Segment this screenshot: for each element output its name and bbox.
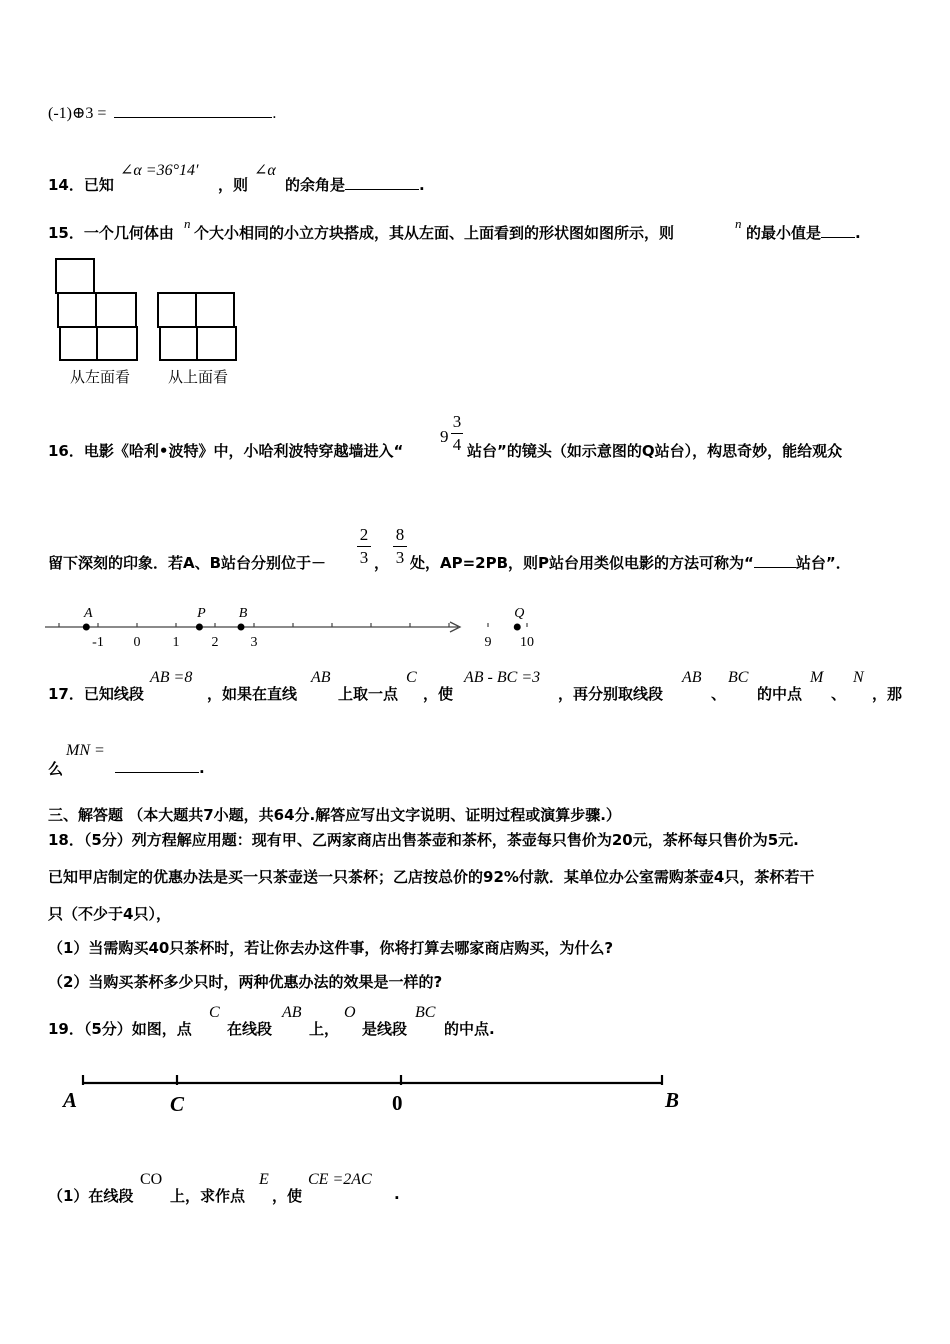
left-view-cell <box>60 327 97 360</box>
q14-angle: ∠α <box>254 162 276 179</box>
q13-line <box>48 103 276 123</box>
q16-f2-num: 8 <box>395 525 405 544</box>
number-line-tick-label: 2 <box>211 635 219 650</box>
q16-fraction-2 <box>393 525 407 568</box>
q19-text-4: 的中点. <box>444 1020 495 1038</box>
q17-text-8: ，那 <box>872 685 903 703</box>
number-line-point-a <box>83 624 90 631</box>
q16-f1-num: 2 <box>359 525 369 544</box>
segment-label-b: B <box>665 1088 680 1112</box>
top-view-cell <box>160 327 197 360</box>
q17-answer <box>115 758 205 777</box>
q15-tail <box>746 222 861 243</box>
q19-number: 19．（5分）如图，点 <box>48 1020 192 1038</box>
q13-expression: (-1)⊕3 = <box>48 105 107 122</box>
number-line-point-q <box>514 624 521 631</box>
q16-comma: ， <box>374 554 390 572</box>
q16-number-line <box>40 600 534 652</box>
q18-line1: 18．（5分）列方程解应用题：现有甲、乙两家商店出售茶壶和茶杯，茶壶每只售价为20元，茶杯每只售价为5元. <box>48 831 799 849</box>
number-line-tick-labels <box>92 635 534 650</box>
q18-sub2: （2）当购买茶杯多少只时，两种优惠办法的效果是一样的? <box>48 973 443 991</box>
q19-sub1-start: （1）在线段 <box>48 1187 134 1205</box>
q14-tail-text: 的余角是 <box>285 176 346 194</box>
q19-text-3: 是线段 <box>362 1020 408 1038</box>
q14-number: 14．已知 <box>48 176 114 194</box>
q17-text-5: 、 <box>711 685 727 703</box>
q16-fraction-1 <box>357 525 371 568</box>
q17-expr-bc: BC <box>728 669 749 686</box>
q14-angle-expression: ∠α =36°14′ <box>120 162 199 179</box>
q19-expr-ab: AB <box>282 1004 302 1021</box>
left-view-grid <box>56 259 137 360</box>
q17-text-1: ，如果在直线 <box>207 685 298 703</box>
q15-var-n: n <box>184 216 191 231</box>
q14-line <box>48 174 114 195</box>
top-view-grid <box>158 293 236 360</box>
q16-line2-tail: 站台”． <box>795 554 851 572</box>
q16-line1-start: 16．电影《哈利•波特》中，小哈利波特穿越墙进入“ <box>48 442 404 460</box>
q16-line1-end: 站台”的镜头（如示意图的Q站台），构思奇妙，能给观众 <box>467 442 843 460</box>
q13-answer-blank[interactable] <box>114 103 272 118</box>
q13-period: . <box>272 105 277 122</box>
fraction-bar <box>357 546 371 547</box>
q16-line2-end-text: 处，AP=2PB，则P站台用类似电影的方法可称为“ <box>410 554 754 572</box>
q19-sub1-expr-co: CO <box>140 1171 163 1188</box>
number-line-point-label-a: A <box>84 606 93 621</box>
left-view-cell <box>58 293 96 327</box>
top-view-cell <box>197 327 236 360</box>
q17-line2-start: 么 <box>48 760 64 778</box>
q15-top-view-label: 从上面看 <box>168 368 229 386</box>
fraction-bar <box>393 546 407 547</box>
q18-sub1: （1）当需购买40只茶杯时，若让你去办这件事，你将打算去哪家商店购买，为什么? <box>48 939 614 957</box>
q17-text-7: 、 <box>831 685 847 703</box>
q14-tail <box>285 174 425 195</box>
number-line-tick-label: 1 <box>172 635 180 650</box>
q17-answer-blank[interactable] <box>115 758 199 773</box>
q17-text-4: ，再分别取线段 <box>558 685 664 703</box>
number-line-point-label-p: P <box>197 606 206 621</box>
q16-f1-den: 3 <box>359 548 369 567</box>
q19-sub1-expr-e: E <box>259 1171 269 1188</box>
q19-sub1-end: . <box>394 1185 400 1203</box>
q16-mixed-fraction <box>451 412 463 455</box>
segment-label-c: C <box>170 1092 185 1116</box>
left-view-cell <box>96 293 136 327</box>
q17-expr-ab-bc: AB - BC =3 <box>464 669 541 686</box>
number-line-tick-label: 0 <box>133 635 141 650</box>
q16-line2-end <box>410 552 851 573</box>
q15-period: . <box>855 224 861 242</box>
segment-label-o: 0 <box>392 1091 403 1115</box>
number-line-point-label-q: Q <box>514 606 525 621</box>
number-line-tick-label: -1 <box>92 635 104 650</box>
q17-expr-n: N <box>853 669 864 686</box>
number-line-tick-label: 3 <box>250 635 258 650</box>
q19-segment-figure <box>55 1068 695 1120</box>
number-line-point-label-b: B <box>238 606 248 621</box>
q16-mixed-num: 3 <box>452 412 462 431</box>
q14-answer-blank[interactable] <box>345 175 419 190</box>
q19-sub1-text-2: ，使 <box>272 1187 303 1205</box>
q17-text-2: 上取一点 <box>338 685 399 703</box>
q19-expr-o: O <box>344 1004 356 1021</box>
q16-mixed-den: 4 <box>452 435 462 454</box>
q17-expr-ab8: AB =8 <box>150 669 193 686</box>
q15-left-view-label: 从左面看 <box>70 368 131 386</box>
q17-period: . <box>199 759 205 777</box>
q16-f2-den: 3 <box>395 548 405 567</box>
left-view-cell <box>56 259 94 293</box>
q16-answer-blank[interactable] <box>754 553 796 568</box>
q17-expr-ab: AB <box>311 669 331 686</box>
top-view-cell <box>196 293 234 327</box>
q17-expr-ab2: AB <box>682 669 702 686</box>
q18-line3: 只（不少于4只）， <box>48 905 171 923</box>
q15-number: 15．一个几何体由 <box>48 224 174 242</box>
segment-label-a: A <box>63 1088 78 1112</box>
q17-number: 17．已知线段 <box>48 685 144 703</box>
top-view-cell <box>158 293 196 327</box>
fraction-bar <box>451 433 463 434</box>
number-line-point-p <box>196 624 203 631</box>
q17-expr-mn: MN = <box>66 742 105 759</box>
q14-mid-text: ，则 <box>218 176 249 194</box>
q16-line2-start: 留下深刻的印象．若A、B站台分别位于－ <box>48 554 327 572</box>
q19-expr-bc: BC <box>415 1004 436 1021</box>
left-view-cell <box>97 327 137 360</box>
q17-expr-m: M <box>810 669 824 686</box>
q15-mid: 个大小相同的小立方块搭成，其从左面、上面看到的形状图如图所示，则 <box>194 224 675 242</box>
q15-answer-blank[interactable] <box>821 223 855 238</box>
q17-text-3: ，使 <box>423 685 454 703</box>
q19-text-2: 上， <box>309 1020 340 1038</box>
q15-var-n2: n <box>735 216 742 231</box>
number-line-tick-label: 10 <box>520 635 534 650</box>
q19-expr-c: C <box>209 1004 220 1021</box>
q17-text-6: 的中点 <box>757 685 803 703</box>
q18-line2: 已知甲店制定的优惠办法是买一只茶壶送一只茶杯；乙店按总价的92%付款．某单位办公室需购茶壶4只，茶杯若干 <box>48 868 815 886</box>
q17-expr-c: C <box>406 669 417 686</box>
q16-mixed-whole: 9 <box>440 427 449 446</box>
q14-period: . <box>419 176 425 194</box>
number-line-point-b <box>238 624 245 631</box>
q15-tail-text: 的最小值是 <box>746 224 822 242</box>
q19-sub1-text-1: 上，求作点 <box>170 1187 246 1205</box>
number-line-tick-label: 9 <box>484 635 492 650</box>
q19-sub1-expr-ce: CE =2AC <box>308 1171 372 1188</box>
section-3-title: 三、解答题 （本大题共7小题，共64分.解答应写出文字说明、证明过程或演算步骤.） <box>48 806 621 824</box>
q19-text-1: 在线段 <box>227 1020 273 1038</box>
q15-line <box>48 222 174 243</box>
